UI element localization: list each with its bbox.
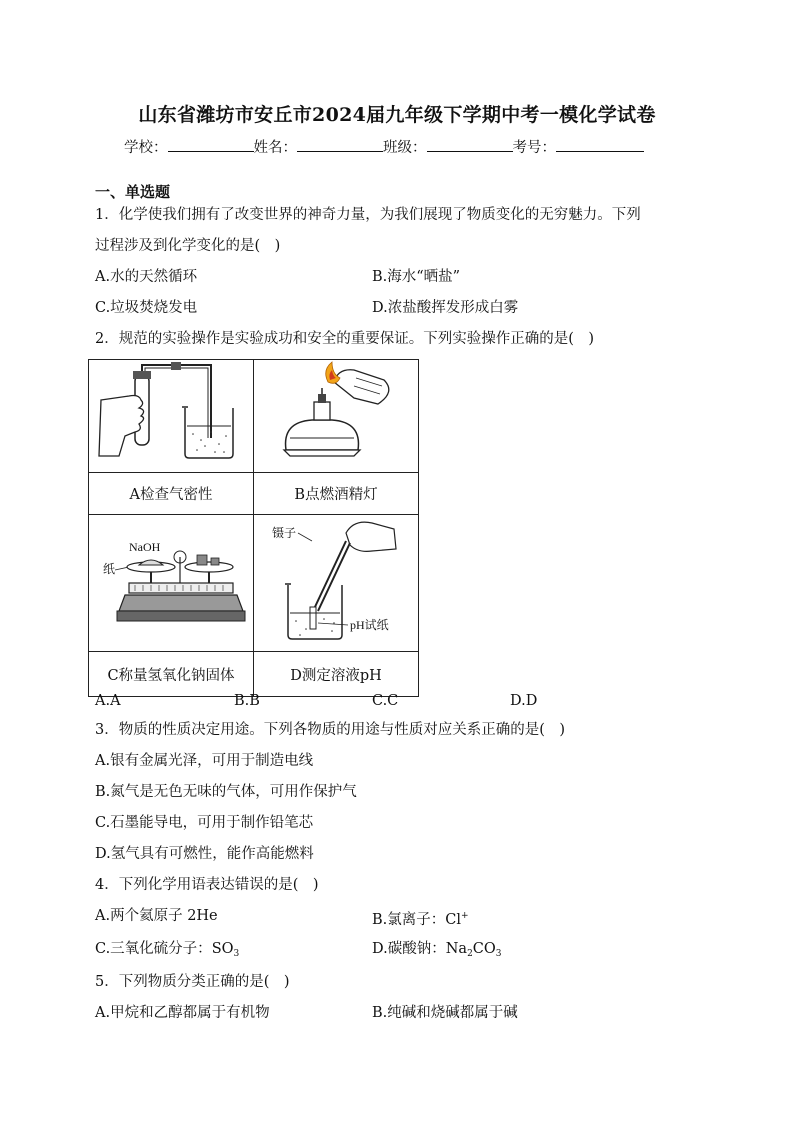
na-symbol: Na: [445, 941, 468, 957]
q4-option-b-label: B.氯离子：: [372, 912, 446, 928]
q1-option-c[interactable]: C.垃圾焚烧发电: [95, 300, 198, 316]
alcohol-lamp-illustration: [254, 360, 418, 468]
paper-label: 纸: [103, 562, 116, 576]
q2-figure-table: [88, 359, 418, 690]
caption-a: A检查气密性: [89, 473, 254, 515]
q4-option-a[interactable]: A.两个氦原子 2He: [95, 908, 218, 924]
q1-option-b[interactable]: B.海水“晒盐”: [372, 269, 461, 285]
q5-option-b[interactable]: B.纯碱和烧碱都属于碱: [372, 1005, 518, 1021]
class-label: 班级：: [383, 140, 427, 156]
q4-option-b[interactable]: [372, 906, 469, 930]
q2-option-b[interactable]: B.B: [234, 693, 260, 709]
q1-option-a[interactable]: A.水的天然循环: [95, 269, 198, 285]
q3-stem: 3．物质的性质决定用途。下列各物质的用途与性质对应关系正确的是( ): [95, 722, 566, 738]
name-label: 姓名：: [253, 140, 297, 156]
q4-option-d[interactable]: [372, 939, 502, 964]
caption-b: B点燃酒精灯: [254, 473, 419, 515]
class-field[interactable]: [427, 137, 513, 152]
q2-option-d[interactable]: D.D: [510, 693, 538, 709]
q2-option-c[interactable]: C.C: [372, 693, 399, 709]
q5-stem: 5．下列物质分类正确的是( ): [95, 974, 290, 990]
na-subscript: 2: [467, 949, 473, 959]
student-info-row: [124, 136, 644, 157]
q3-option-a[interactable]: A.银有金属光泽，可用于制造电线: [95, 753, 314, 769]
q2-option-a[interactable]: A.A: [95, 693, 121, 709]
q4-option-c[interactable]: [95, 939, 239, 964]
name-field[interactable]: [297, 137, 383, 152]
school-label: 学校：: [124, 140, 168, 156]
ph-paper-label: pH试纸: [350, 618, 389, 632]
number-label: 考号：: [512, 140, 556, 156]
q3-option-d[interactable]: D.氢气具有可燃性，能作高能燃料: [95, 846, 314, 862]
figure-c-cell: [89, 515, 254, 652]
chloride-charge: +: [461, 911, 469, 921]
figure-b-cell: [254, 360, 419, 473]
q4-stem: 4．下列化学用语表达错误的是( ): [95, 877, 319, 893]
q4-option-c-label: C.三氧化硫分子：: [95, 941, 212, 957]
naoh-label: NaOH: [129, 540, 161, 554]
q3-option-b[interactable]: B.氮气是无色无味的气体，可用作保护气: [95, 784, 357, 800]
page-title: 山东省潍坊市安丘市2024届九年级下学期中考一模化学试卷: [138, 104, 656, 126]
ph-test-illustration: [254, 515, 418, 647]
section-header: 一、单选题: [95, 183, 171, 201]
balance-illustration: [89, 515, 253, 647]
caption-c: C称量氢氧化钠固体: [89, 652, 254, 697]
co-subscript: 3: [495, 949, 502, 959]
figure-d-cell: [254, 515, 419, 652]
school-field[interactable]: [168, 137, 254, 152]
figure-a-cell: [89, 360, 254, 473]
number-field[interactable]: [556, 137, 644, 152]
caption-d: D测定溶液pH: [254, 652, 419, 697]
q4-option-d-label: D.碳酸钠：: [372, 941, 446, 957]
tweezers-label: 镊子: [272, 526, 297, 540]
so3-base: SO: [211, 941, 234, 957]
airtight-check-illustration: [89, 360, 253, 468]
q1-option-d[interactable]: D.浓盐酸挥发形成白雾: [372, 300, 519, 316]
co-symbol: CO: [472, 941, 496, 957]
q3-option-c[interactable]: C.石墨能导电，可用于制作铅笔芯: [95, 815, 314, 831]
so3-subscript: 3: [233, 949, 240, 959]
q1-stem-line2: 过程涉及到化学变化的是( ): [95, 238, 281, 254]
q2-stem: 2．规范的实验操作是实验成功和安全的重要保证。下列实验操作正确的是( ): [95, 331, 595, 347]
q5-option-a[interactable]: A.甲烷和乙醇都属于有机物: [95, 1005, 270, 1021]
q1-stem-line1: 1．化学使我们拥有了改变世界的神奇力量，为我们展现了物质变化的无穷魅力。下列: [95, 207, 641, 223]
chloride-symbol: Cl: [445, 912, 461, 928]
